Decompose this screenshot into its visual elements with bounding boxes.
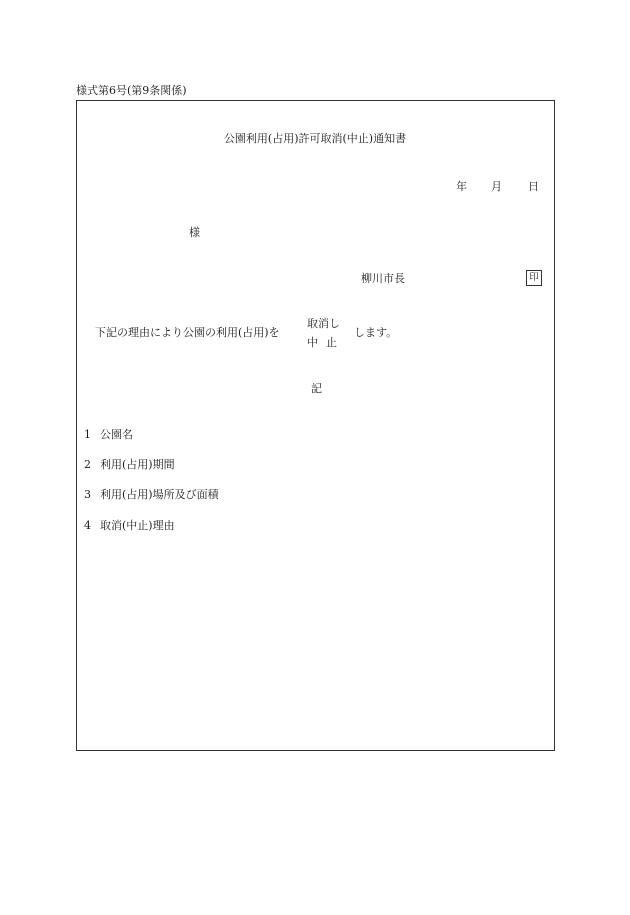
list-item [84, 459, 175, 470]
item-label: 公園名 [100, 428, 133, 441]
issuer-name: 柳川市長 [361, 272, 405, 285]
form-frame [76, 100, 555, 751]
choice-cancel: 取消し [307, 317, 340, 330]
item-number: 3 [84, 488, 91, 501]
form-number: 様式第6号(第9条関係) [76, 84, 187, 97]
choice-suspend: 中止 [307, 336, 345, 349]
ki-heading: 記 [311, 382, 322, 395]
date-year-label: 年 [456, 180, 467, 193]
item-label: 利用(占用)期間 [100, 458, 175, 471]
item-number: 1 [84, 428, 91, 441]
item-label: 利用(占用)場所及び面積 [100, 488, 219, 501]
item-number: 2 [84, 458, 91, 471]
body-text-suffix: します。 [354, 326, 398, 339]
document-title: 公園利用(占用)許可取消(中止)通知書 [223, 132, 407, 145]
item-number: 4 [84, 519, 91, 532]
item-label: 取消(中止)理由 [100, 519, 175, 532]
list-item [84, 489, 219, 500]
addressee-suffix: 様 [189, 226, 200, 239]
list-item [84, 520, 175, 531]
date-month-label: 月 [491, 180, 502, 193]
list-item [84, 429, 133, 440]
seal-icon: 印 [526, 270, 542, 286]
body-text-prefix: 下記の理由により公園の利用(占用)を [95, 326, 280, 339]
date-day-label: 日 [528, 180, 539, 193]
